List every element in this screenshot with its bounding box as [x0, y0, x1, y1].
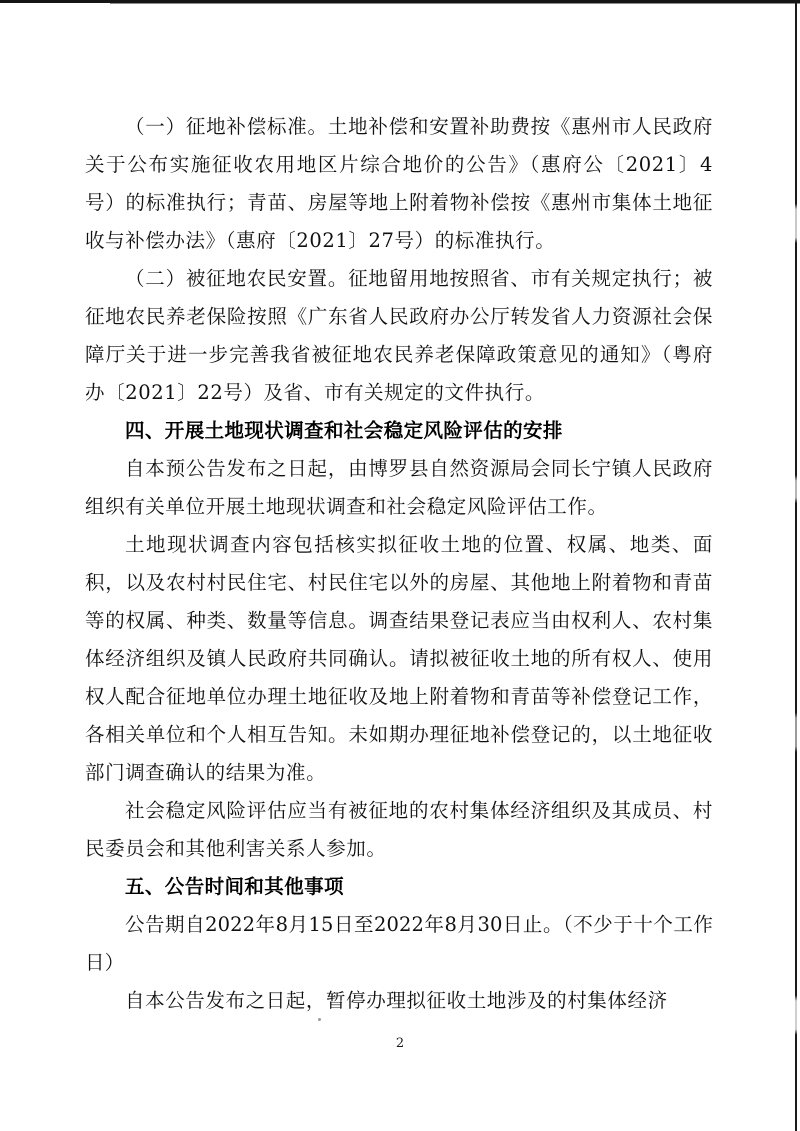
page-number: 2	[395, 1036, 405, 1051]
document-body	[85, 108, 713, 1020]
paragraph-compensation-standard: （一）征地补偿标准。土地补偿和安置补助费按《惠州市人民政府关于公布实施征收农用地区片综合地价的公告》（惠府公〔2021〕4号）的标准执行；青苗、房屋等地上附着物补偿按《惠州市集体土地征收与补偿办法》（惠府〔2021〕27号）的标准执行。	[85, 115, 713, 252]
paragraph-announcement-period: 公告期自2022年8月15日至2022年8月30日止。（不少于十个工作日）	[85, 913, 713, 974]
scan-edge-right-artifact	[795, 0, 797, 1131]
heading-section-four: 四、开展土地现状调查和社会稳定风险评估的安排	[125, 419, 563, 442]
paragraph-survey-organization: 自本预公告发布之日起，由博罗县自然资源局会同长宁镇人民政府组织有关单位开展土地现状调查和社会稳定风险评估工作。	[85, 457, 713, 518]
scan-edge-top-artifact	[0, 0, 800, 3]
scan-speckle-artifact	[318, 1018, 321, 1021]
paragraph-farmer-resettlement: （二）被征地农民安置。征地留用地按照省、市有关规定执行；被征地农民养老保险按照《广东省人民政府办公厅转发省人力资源社会保障厅关于进一步完善我省被征地农民养老保障政策意见的通知》（粤府办〔2021〕22号）及省、市有关规定的文件执行。	[85, 267, 713, 404]
paragraph-survey-contents: 土地现状调查内容包括核实拟征收土地的位置、权属、地类、面积，以及农村村民住宅、村民住宅以外的房屋、其他地上附着物和青苗等的权属、种类、数量等信息。调查结果登记表应当由权利人、农村集体经济组织及镇人民政府共同确认。请拟被征收土地的所有权人、使用权人配合征地单位办理土地征收及地上附着物和青苗等补偿登记工作，各相关单位和个人相互告知。未如期办理征地补偿登记的，以土地征收部门调查确认的结果为准。	[85, 533, 713, 784]
heading-section-five: 五、公告时间和其他事项	[125, 875, 344, 898]
paragraph-risk-assessment-participants: 社会稳定风险评估应当有被征地的农村集体经济组织及其成员、村民委员会和其他利害关系人参加。	[85, 799, 713, 860]
paragraph-suspension-notice: 自本公告发布之日起，暂停办理拟征收土地涉及的村集体经济	[125, 989, 668, 1012]
